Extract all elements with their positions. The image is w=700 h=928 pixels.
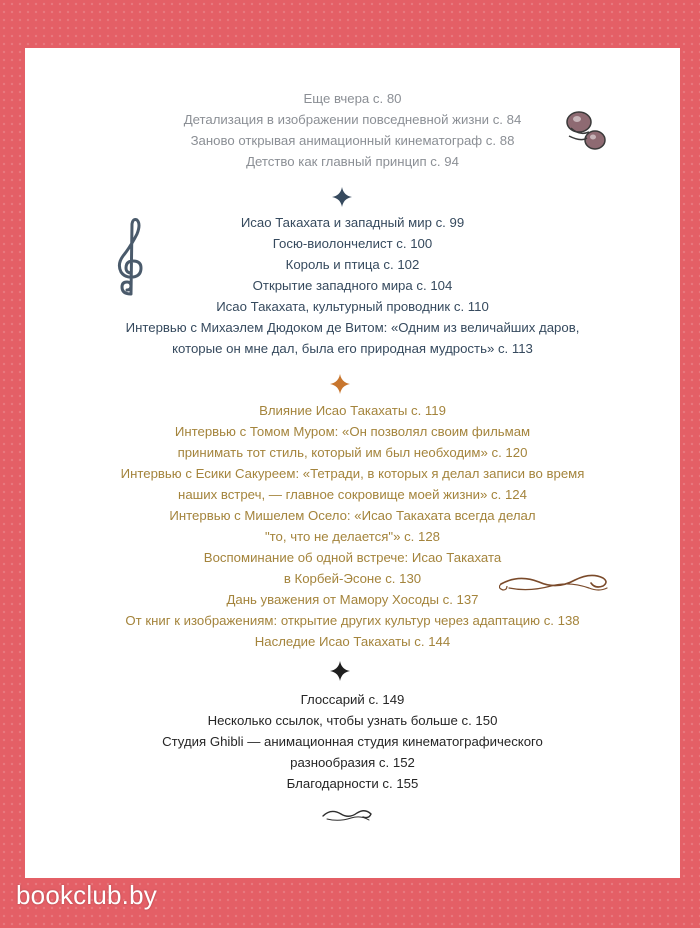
toc-entry: Глоссарий с. 149 bbox=[300, 692, 405, 707]
toc-entry: Благодарности с. 155 bbox=[286, 776, 419, 791]
toc-entry: Заново открывая анимационный кинематограф с. 88 bbox=[190, 133, 515, 148]
treble-clef-icon bbox=[113, 216, 147, 300]
toc-entry: Наследие Исао Такахаты с. 144 bbox=[254, 634, 451, 649]
toc-entry: Дань уважения от Мамору Хосоды с. 137 bbox=[226, 592, 479, 607]
toc-entry: Детство как главный принцип с. 94 bbox=[246, 154, 459, 169]
toc-entry: Влияние Исао Такахаты с. 119 bbox=[259, 403, 446, 418]
toc-entry: принимать тот стиль, который им был необходим» с. 120 bbox=[177, 445, 528, 460]
toc-entry: наших встреч, — главное сокровище моей жизни» с. 124 bbox=[178, 487, 527, 502]
toc-entry: Интервью с Михаэлем Дюдоком де Витом: «Одним из величайших даров, bbox=[125, 320, 580, 335]
toc-entry: которые он мне дал, была его природная мудрость» с. 113 bbox=[172, 341, 533, 356]
toc-entry: Несколько ссылок, чтобы узнать больше с. 150 bbox=[207, 713, 498, 728]
toc-entry: Интервью с Есики Сакуреем: «Тетради, в которых я делал записи во время bbox=[120, 466, 585, 481]
toc-entry: Госю-виолончелист с. 100 bbox=[272, 236, 433, 251]
toc-entry: От книг к изображениям: открытие других культур через адаптацию с. 138 bbox=[125, 613, 580, 628]
watermark-text: bookclub.by bbox=[16, 880, 157, 910]
toc-entry: "то, что не делается"» с. 128 bbox=[264, 529, 441, 544]
toc-entry: Воспоминание об одной встрече: Исао Такахата bbox=[203, 550, 502, 565]
swirl-ornament bbox=[321, 806, 373, 824]
toc-entry: Открытие западного мира с. 104 bbox=[252, 278, 453, 293]
toc-section-4 bbox=[25, 689, 680, 794]
toc-entry: Исао Такахата, культурный проводник с. 110 bbox=[216, 299, 489, 314]
diamond-star-icon bbox=[329, 660, 351, 682]
toc-entry: Студия Ghibli — анимационная студия кинематографического bbox=[162, 734, 543, 749]
toc-entry: в Корбей-Эсоне с. 130 bbox=[283, 571, 422, 586]
toc-entry: Еще вчера с. 80 bbox=[303, 91, 402, 106]
toc-entry: разнообразия с. 152 bbox=[290, 755, 415, 770]
flourish-ornament bbox=[499, 570, 611, 596]
diamond-star-icon bbox=[329, 373, 351, 395]
diamond-star-icon bbox=[331, 186, 353, 208]
toc-entry: Интервью с Томом Муром: «Он позволял своим фильмам bbox=[174, 424, 531, 439]
toc-entry: Детализация в изображении повседневной жизни с. 84 bbox=[183, 112, 522, 127]
toc-entry: Исао Такахата и западный мир с. 99 bbox=[240, 215, 465, 230]
toc-entry: Интервью с Мишелем Осело: «Исао Такахата всегда делал bbox=[169, 508, 536, 523]
book-page bbox=[25, 48, 680, 878]
toc-entry: Король и птица с. 102 bbox=[285, 257, 420, 272]
mushroom-icon bbox=[565, 106, 607, 154]
toc-section-3 bbox=[25, 400, 680, 652]
